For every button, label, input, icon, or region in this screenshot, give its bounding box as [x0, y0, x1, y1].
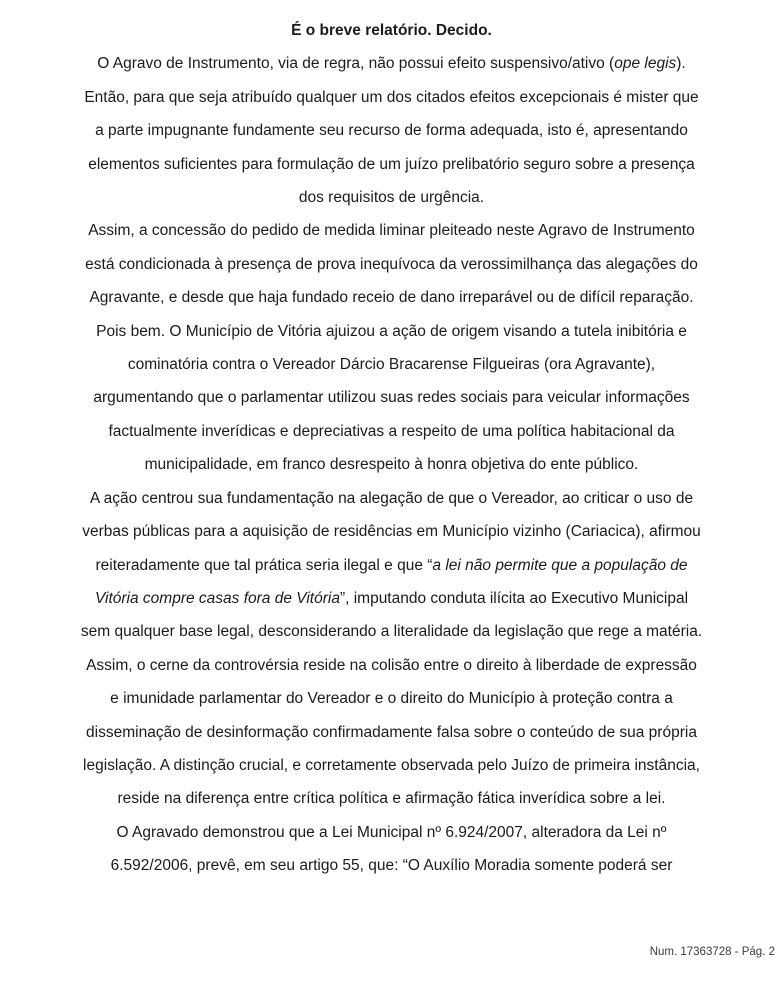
text-line: [0, 281, 783, 314]
text-line: [0, 381, 783, 414]
regular-text: Pois bem. O Município de Vitória ajuizou a ação de origem visando a tutela inibitória e: [96, 322, 687, 340]
text-line: [0, 81, 783, 114]
text-line: [0, 482, 783, 515]
regular-text: reiteradamente que tal prática seria ilegal e que “: [95, 556, 433, 574]
bold-text: É o breve relatório. Decido.: [291, 22, 492, 39]
regular-text: Agravante, e desde que haja fundado receio de dano irreparável ou de difícil reparação.: [89, 289, 694, 307]
regular-text: 6.592/2006, prevê, em seu artigo 55, que: “O Auxílio Moradia somente poderá ser: [110, 857, 673, 875]
page-number-footer: Num. 17363728 - Pág. 2: [649, 946, 775, 958]
text-line: [0, 248, 783, 281]
text-line: [0, 448, 783, 481]
text-line: [0, 348, 783, 381]
regular-text: Então, para que seja atribuído qualquer um dos citados efeitos excepcionais é mister que: [84, 88, 699, 106]
text-line: [0, 515, 783, 548]
italic-text: Vitória compre casas fora de Vitória: [94, 589, 340, 607]
regular-text: verbas públicas para a aquisição de residências em Município vizinho (Cariacica), afirmou: [82, 523, 701, 541]
text-line: [0, 716, 783, 749]
text-line: [0, 782, 783, 815]
regular-text: Assim, a concessão do pedido de medida liminar pleiteado neste Agravo de Instrumento: [88, 222, 695, 240]
italic-text: ope legis: [614, 55, 677, 73]
regular-text: Assim, o cerne da controvérsia reside na colisão entre o direito à liberdade de expressão: [86, 656, 697, 674]
italic-text: a lei não permite que a população de: [432, 556, 688, 574]
text-line: [0, 649, 783, 682]
decision-heading: [0, 14, 783, 47]
regular-text: ”, imputando conduta ilícita ao Executivo Municipal: [339, 589, 689, 607]
regular-text: legislação. A distinção crucial, e corretamente observada pelo Juízo de primeira instância,: [83, 756, 700, 774]
regular-text: dos requisitos de urgência.: [298, 189, 485, 207]
text-line: [0, 749, 783, 782]
regular-text: elementos suficientes para formulação de um juízo prelibatório seguro sobre a presença: [88, 155, 695, 173]
regular-text: factualmente inverídicas e depreciativas a respeito de uma política habitacional da: [108, 422, 675, 440]
regular-text: e imunidade parlamentar do Vereador e o direito do Município à proteção contra a: [110, 690, 673, 708]
regular-text: a parte impugnante fundamente seu recurso de forma adequada, isto é, apresentando: [95, 122, 688, 140]
regular-text: sem qualquer base legal, desconsiderando a literalidade da legislação que rege a matéria.: [80, 623, 703, 641]
paragraph: [0, 816, 783, 883]
paragraph: [0, 482, 783, 649]
paragraph: [0, 315, 783, 482]
regular-text: A ação centrou sua fundamentação na alegação de que o Vereador, ao criticar o uso de: [89, 489, 694, 507]
text-line: [0, 549, 783, 582]
text-line: [0, 849, 783, 882]
regular-text: disseminação de desinformação confirmadamente falsa sobre o conteúdo de sua própria: [86, 723, 697, 741]
text-line: [0, 181, 783, 214]
text-line: [0, 47, 783, 80]
text-line: [0, 415, 783, 448]
document-body: [0, 14, 783, 883]
paragraph: [0, 214, 783, 314]
paragraph: [0, 47, 783, 214]
regular-text: O Agravado demonstrou que a Lei Municipal nº 6.924/2007, alteradora da Lei nº: [116, 823, 667, 841]
text-line: [0, 14, 783, 47]
paragraph: [0, 649, 783, 816]
regular-text: ).: [676, 55, 686, 73]
regular-text: está condicionada à presença de prova inequívoca da verossimilhança das alegações do: [85, 255, 698, 273]
text-line: [0, 582, 783, 615]
text-line: [0, 615, 783, 648]
text-line: [0, 816, 783, 849]
regular-text: municipalidade, em franco desrespeito à honra objetiva do ente público.: [144, 456, 639, 474]
text-line: [0, 315, 783, 348]
regular-text: cominatória contra o Vereador Dárcio Bracarense Filgueiras (ora Agravante),: [127, 356, 656, 374]
regular-text: O Agravo de Instrumento, via de regra, não possui efeito suspensivo/ativo (: [97, 55, 615, 73]
regular-text: reside na diferença entre crítica política e afirmação fática inverídica sobre a lei.: [117, 790, 666, 808]
text-line: [0, 682, 783, 715]
text-line: [0, 148, 783, 181]
text-line: [0, 114, 783, 147]
regular-text: argumentando que o parlamentar utilizou suas redes sociais para veicular informações: [93, 389, 690, 407]
text-line: [0, 214, 783, 247]
